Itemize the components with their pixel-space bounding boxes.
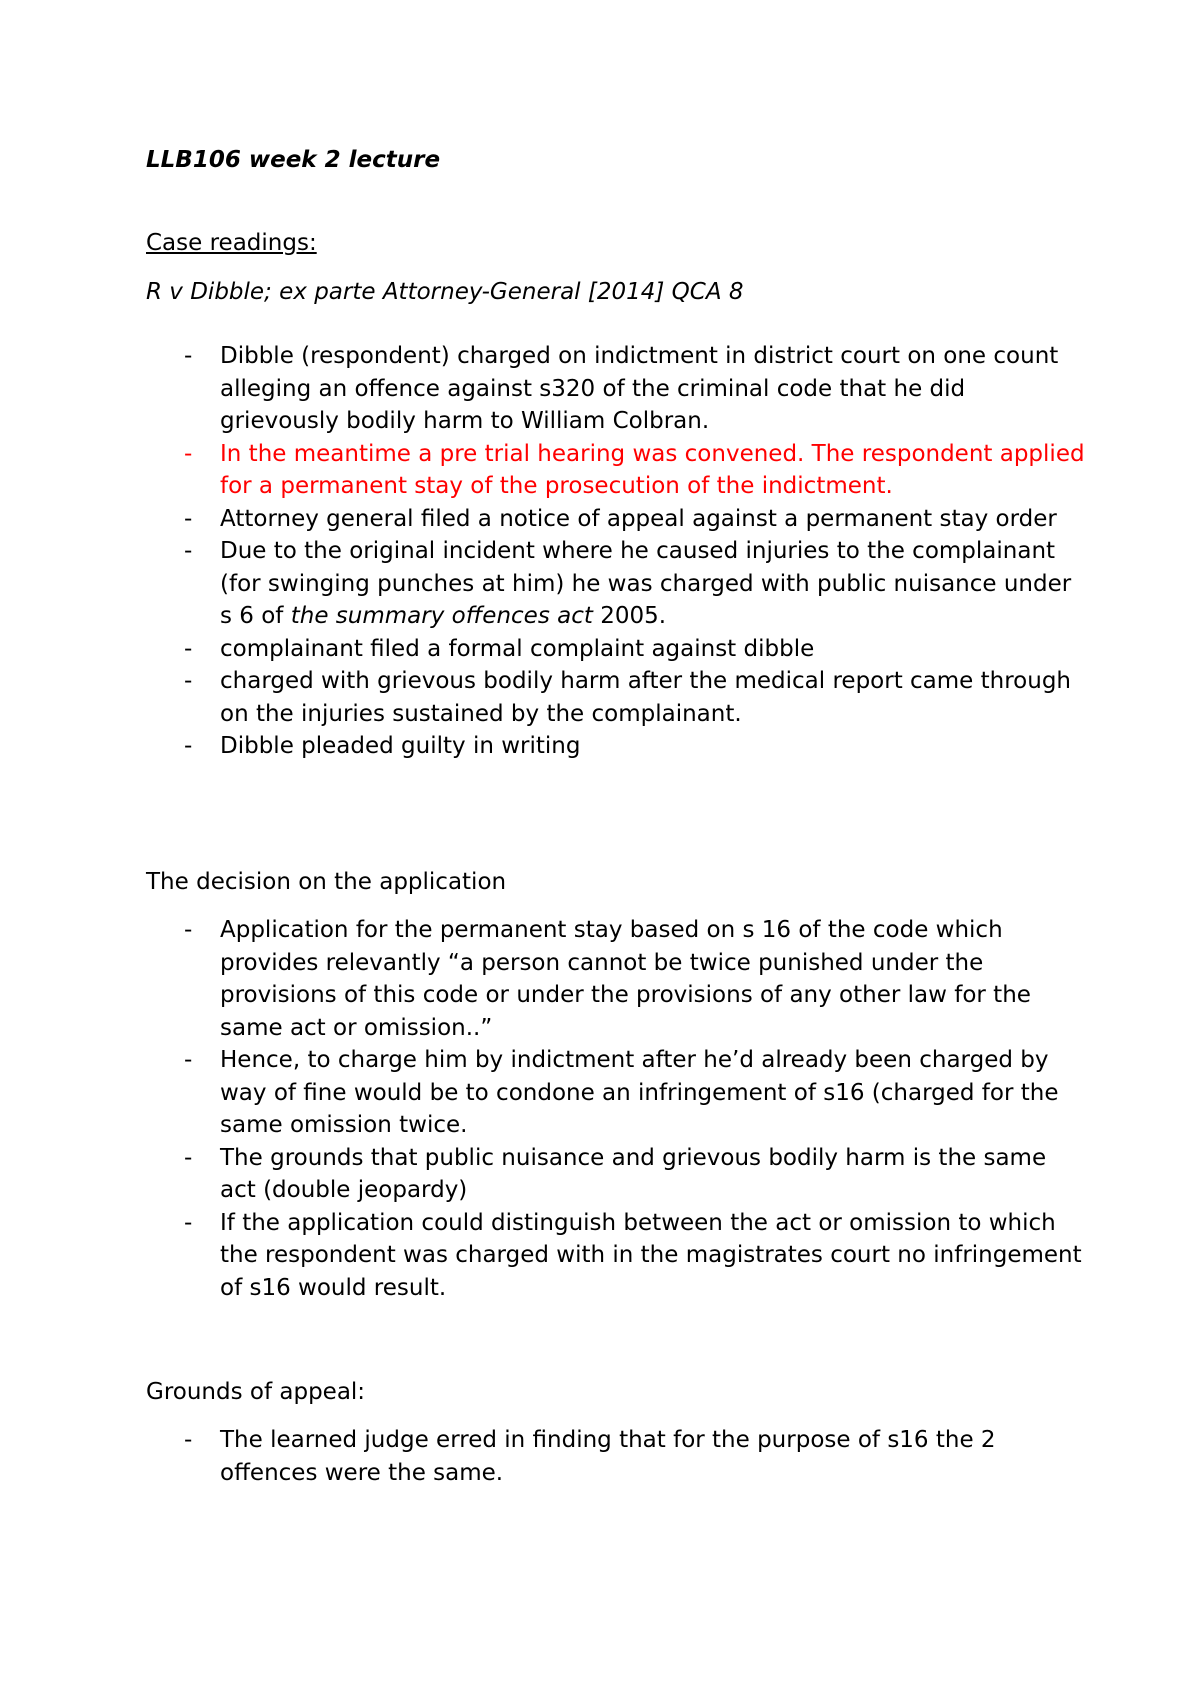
case-bullet-list xyxy=(146,340,1086,763)
list-item: - Dibble (respondent) charged on indictment in district court on one count alleging an offence against s320 of the criminal code that he did grievously bodily harm to William Colbran. xyxy=(146,340,1086,438)
list-item: - Attorney general filed a notice of appeal against a permanent stay order xyxy=(146,503,1086,536)
appeal-bullet-list xyxy=(146,1424,1086,1489)
case-readings-heading: Case readings: xyxy=(146,230,317,256)
list-item xyxy=(146,535,1086,633)
list-item: - Application for the permanent stay based on s 16 of the code which provides relevantly “a person cannot be twice punished under the provisions of this code or under the provisions of any other law for the same act or omission..” xyxy=(146,914,1086,1044)
list-item: - If the application could distinguish between the act or omission to which the respondent was charged with in the magistrates court no infringement of s16 would result. xyxy=(146,1207,1086,1305)
document-title: LLB106 week 2 lecture xyxy=(146,147,441,173)
list-item: - In the meantime a pre trial hearing was convened. The respondent applied for a permanent stay of the prosecution of the indictment. xyxy=(146,438,1086,503)
act-name: the summary offences act xyxy=(290,603,593,629)
list-item: - complainant filed a formal complaint against dibble xyxy=(146,633,1086,666)
decision-bullet-list xyxy=(146,914,1086,1304)
list-item: - Hence, to charge him by indictment after he’d already been charged by way of fine would be to condone an infringement of s16 (charged for the same omission twice. xyxy=(146,1044,1086,1142)
list-item: - Dibble pleaded guilty in writing xyxy=(146,730,1086,763)
list-item-text: Due to the original incident where he caused injuries to the complainant (for swinging punches at him) he was charged with public nuisance under s 6 of xyxy=(220,538,1072,629)
decision-heading: The decision on the application xyxy=(146,869,507,895)
act-year: 2005. xyxy=(600,603,667,629)
appeal-heading: Grounds of appeal: xyxy=(146,1379,366,1405)
list-item: - charged with grievous bodily harm after the medical report came through on the injuries sustained by the complainant. xyxy=(146,665,1086,730)
list-item: - The grounds that public nuisance and grievous bodily harm is the same act (double jeopardy) xyxy=(146,1142,1086,1207)
list-item: - The learned judge erred in finding that for the purpose of s16 the 2 offences were the same. xyxy=(146,1424,1086,1489)
case-citation: R v Dibble; ex parte Attorney-General [2014] QCA 8 xyxy=(146,279,744,305)
